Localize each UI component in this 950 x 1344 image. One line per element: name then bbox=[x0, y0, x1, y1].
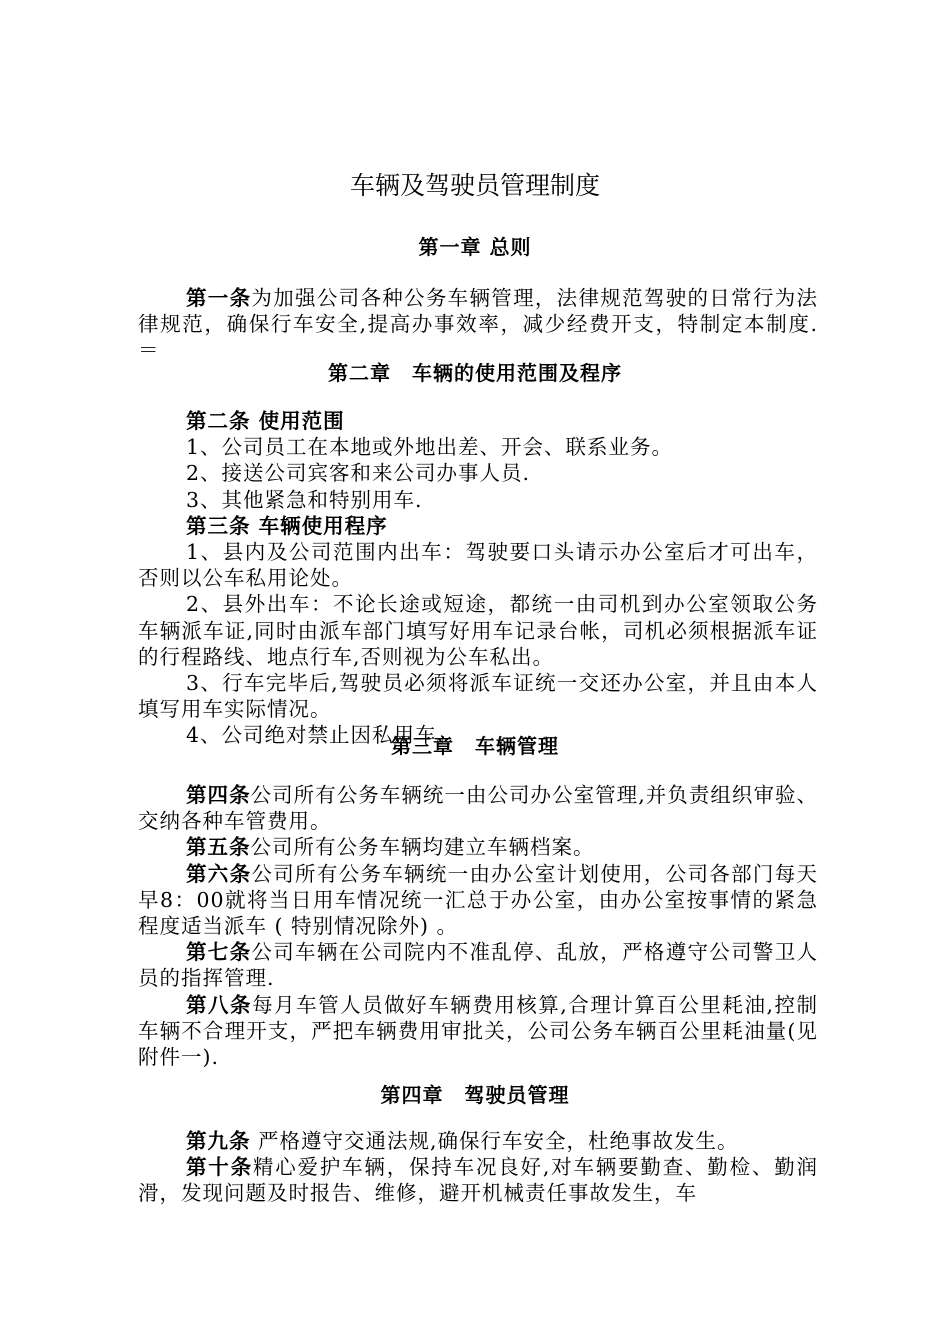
article-10 bbox=[138, 1154, 818, 1206]
article-8 bbox=[138, 992, 818, 1071]
article-5-text: 公司所有公务车辆均建立车辆档案。 bbox=[250, 835, 595, 860]
chapter-2-body bbox=[138, 408, 818, 749]
article-2-item-1: 1、公司员工在本地或外地出差、开会、联系业务。 bbox=[186, 435, 674, 460]
chapter-3-body bbox=[138, 782, 818, 1070]
article-6-text: 公司所有公务车辆统一由办公室计划使用，公司各部门每天早8：00就将当日用车情况统一汇总于办公室，由办公室按事情的紧急程度适当派车 ( 特别情况除外) 。 bbox=[138, 861, 819, 939]
chapter-4-heading: 第四章 驾驶员管理 bbox=[380, 1083, 570, 1107]
article-2-label: 第二条 使用范围 bbox=[186, 409, 345, 433]
article-9-text: 严格遵守交通法规,确保行车安全，杜绝事故发生。 bbox=[250, 1129, 739, 1153]
chapter-3-heading: 第三章 车辆管理 bbox=[391, 734, 559, 758]
article-2-item-3: 3、其他紧急和特别用车. bbox=[186, 487, 423, 512]
article-1-text: 为加强公司各种公务车辆管理，法律规范驾驶的日常行为法律规范，确保行车安全,提高办事效率，减少经费开支，特制定本制度.＝ bbox=[138, 286, 819, 363]
article-4 bbox=[138, 782, 818, 834]
article-3-item-2: 2、县外出车：不论长途或短途，都统一由司机到办公室领取公务车辆派车证,同时由派车部门填写好用车记录台帐，司机必须根据派车证的行程路线、地点行车,否则视为公车私出。 bbox=[138, 592, 818, 669]
article-5-label: 第五条 bbox=[186, 835, 251, 860]
article-7-label: 第七条 bbox=[186, 940, 252, 965]
document-title: 车辆及驾驶员管理制度 bbox=[349, 171, 600, 200]
article-1 bbox=[138, 285, 818, 364]
article-3-heading bbox=[138, 513, 818, 539]
article-6 bbox=[138, 861, 818, 940]
article-5 bbox=[138, 834, 818, 860]
article-8-text: 每月车管人员做好车辆费用核算,合理计算百公里耗油,控制车辆不合理开支，严把车辆费用审批关，公司公务车辆百公里耗油量(见附件一). bbox=[138, 992, 819, 1070]
article-9 bbox=[138, 1128, 818, 1154]
chapter-4-body bbox=[138, 1128, 818, 1207]
article-9-label: 第九条 bbox=[186, 1129, 251, 1153]
article-7-text: 公司车辆在公司院内不准乱停、乱放，严格遵守公司警卫人员的指挥管理. bbox=[138, 940, 819, 991]
article-7 bbox=[138, 939, 818, 991]
article-6-label: 第六条 bbox=[186, 861, 252, 886]
article-10-text: 精心爱护车辆，保持车况良好,对车辆要勤查、勤检、勤润滑，发现问题及时报告、维修，避开机械责任事故发生，车 bbox=[138, 1155, 819, 1206]
article-3-label: 第三条 车辆使用程序 bbox=[186, 513, 388, 538]
chapter-2-heading: 第二章 车辆的使用范围及程序 bbox=[328, 361, 622, 385]
chapter-1-body bbox=[138, 285, 818, 364]
article-8-label: 第八条 bbox=[186, 992, 253, 1017]
article-10-label: 第十条 bbox=[186, 1155, 253, 1180]
article-1-label: 第一条 bbox=[186, 286, 252, 310]
chapter-1-heading: 第一章 总则 bbox=[418, 235, 532, 259]
article-2-heading bbox=[138, 408, 818, 434]
article-3-item-4: 4、公司绝对禁止因私用车。 bbox=[186, 723, 459, 748]
article-3-item-3: 3、行车完毕后,驾驶员必须将派车证统一交还办公室，并且由本人填写用车实际情况。 bbox=[138, 671, 818, 722]
article-4-label: 第四条 bbox=[186, 783, 251, 807]
article-3-item-1: 1、县内及公司范围内出车：驾驶要口头请示办公室后才可出车，否则以公车私用论处。 bbox=[138, 540, 818, 591]
article-2-item-2: 2、接送公司宾客和来公司办事人员. bbox=[186, 461, 531, 486]
article-4-text: 公司所有公务车辆统一由公司办公室管理,并负责组织审验、交纳各种车管费用。 bbox=[138, 783, 819, 834]
